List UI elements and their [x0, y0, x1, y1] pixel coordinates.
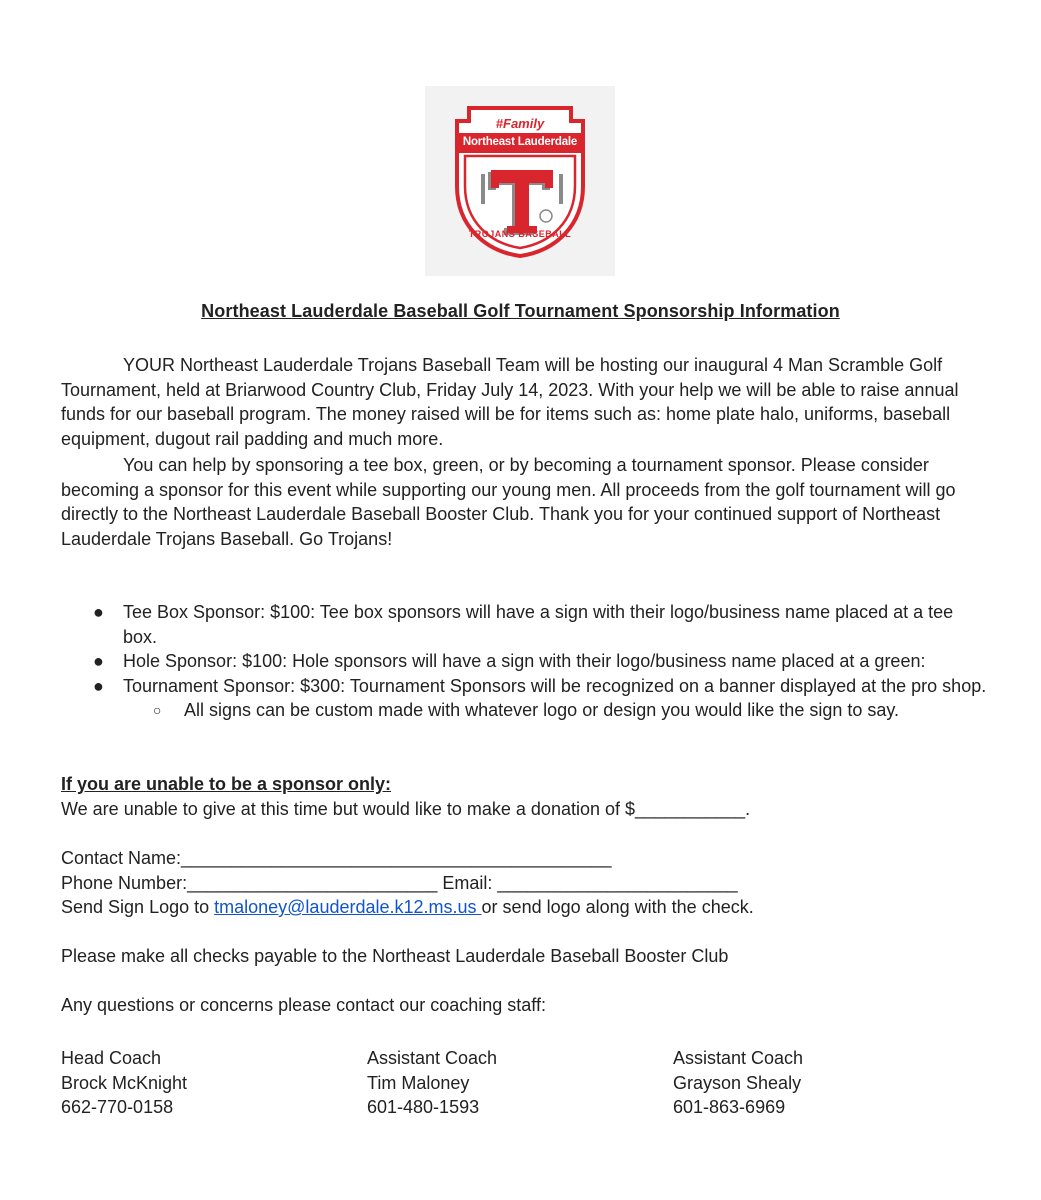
- coach-role: Head Coach: [61, 1048, 162, 1068]
- coach-assistant-1: [367, 1046, 497, 1120]
- shield-logo-icon: [425, 86, 615, 276]
- bullet-icon: ●: [93, 602, 104, 622]
- coach-phone: 662-770-0158: [61, 1097, 174, 1117]
- coach-phone: 601-863-6969: [673, 1097, 786, 1117]
- email-field: Email: ________________________: [442, 873, 738, 893]
- phone-field: Phone Number:_________________________: [61, 873, 438, 893]
- coach-head: [61, 1046, 187, 1120]
- donation-heading: If you are unable to be a sponsor only:: [61, 774, 392, 794]
- team-logo: [425, 86, 615, 276]
- coach-phone: 601-480-1593: [367, 1097, 480, 1117]
- logo-bottom-text: TROJANS BASEBALL: [468, 229, 572, 239]
- bullet-icon: ●: [93, 651, 104, 671]
- document-title: Northeast Lauderdale Baseball Golf Tournament Sponsorship Information: [201, 301, 840, 321]
- list-item: ● Tournament Sponsor: $300: Tournament Sponsors will be recognized on a banner displayed at the pro shop.: [61, 674, 991, 699]
- contact-name-field: Contact Name:___________________________________________: [61, 848, 612, 868]
- sponsorship-list: [61, 600, 991, 723]
- support-text: You can help by sponsoring a tee box, green, or by becoming a tournament sponsor. Please consider becoming a sponsor for this event while supporting our young men. All proceeds from the golf tournament will go directly to the Northeast Lauderdale Baseball Booster Club. Thank you for your continued support of Northeast Lauderdale Trojans Baseball. Go Trojans!: [61, 455, 956, 549]
- donation-text: We are unable to give at this time but would like to make a donation of $___________.: [61, 799, 751, 819]
- send-logo-line: Send Sign Logo to tmaloney@lauderdale.k12.ms.us or send logo along with the check.: [61, 897, 754, 917]
- intro-paragraph: [61, 353, 991, 451]
- coach-name: Brock McKnight: [61, 1072, 188, 1093]
- logo-top-text: #Family: [495, 116, 545, 131]
- list-item: ● Tee Box Sponsor: $100: Tee box sponsors will have a sign with their logo/business name placed at a tee box.: [93, 602, 954, 647]
- coach-name: Tim Maloney: [367, 1072, 470, 1093]
- email-link[interactable]: tmaloney@lauderdale.k12.ms.us: [214, 897, 482, 917]
- phone-email-line: [61, 873, 738, 894]
- coach-name: Grayson Shealy: [673, 1072, 802, 1093]
- coach-role: Assistant Coach: [673, 1048, 804, 1068]
- bullet-icon: ●: [93, 675, 104, 696]
- coach-assistant-2: [673, 1046, 803, 1120]
- sub-list-item: ○ All signs can be custom made with whatever logo or design you would like the sign to say.: [61, 698, 991, 723]
- hollow-bullet-icon: ○: [153, 702, 162, 718]
- coach-role: Assistant Coach: [367, 1048, 498, 1068]
- logo-school-text: Northeast Lauderdale: [462, 136, 578, 148]
- questions-note: Any questions or concerns please contact our coaching staff:: [61, 995, 546, 1015]
- checks-note: Please make all checks payable to the Northeast Lauderdale Baseball Booster Club: [61, 946, 729, 966]
- support-paragraph: [61, 453, 991, 551]
- intro-text: YOUR Northeast Lauderdale Trojans Baseball Team will be hosting our inaugural 4 Man Scramble Golf Tournament, held at Briarwood Country Club, Friday July 14, 2023. With your help we will be able to raise annual funds for our baseball program. The money raised will be for items such as: home plate halo, uniforms, baseball equipment, dugout rail padding and much more.: [61, 355, 959, 449]
- list-item: ● Hole Sponsor: $100: Hole sponsors will have a sign with their logo/business name placed at a green:: [61, 649, 991, 674]
